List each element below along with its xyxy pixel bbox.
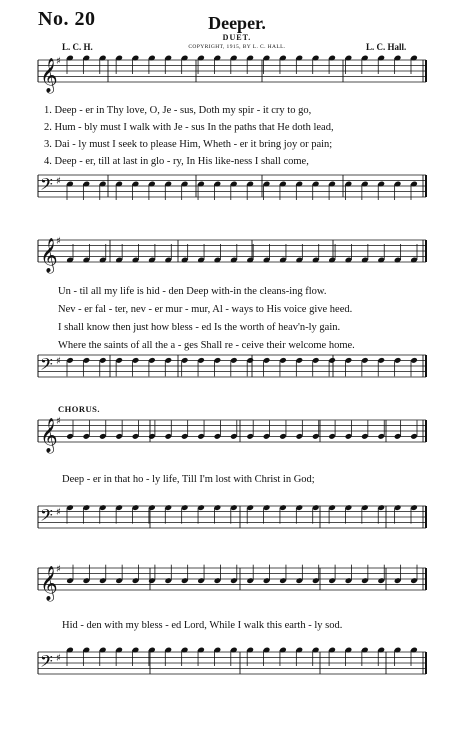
key-signature-sharp: ♯ bbox=[56, 176, 61, 187]
key-signature-sharp: ♯ bbox=[56, 236, 61, 247]
bass-clef: 𝄢 bbox=[40, 354, 53, 378]
hymn-number: No. 20 bbox=[38, 8, 96, 30]
verse-3-line-2: I shall know then just how bless - ed Is the worth of heav'n-ly gain. bbox=[58, 322, 341, 333]
verse-2-line-2: Nev - er fal - ter, nev - er mur - mur, Al - ways to His voice give heed. bbox=[58, 304, 353, 315]
verse-3-line-1: 3. Dai - ly must I seek to please Him, Wheth - er it bring joy or pain; bbox=[44, 139, 333, 150]
bass-clef: 𝄢 bbox=[40, 651, 53, 675]
hymn-title: Deeper. bbox=[208, 13, 266, 33]
treble-clef: 𝄞 bbox=[40, 566, 58, 601]
key-signature-sharp: ♯ bbox=[56, 56, 61, 67]
verse-4-line-2: Where the saints of all the a - ges Shall re - ceive their welcome home. bbox=[58, 340, 355, 351]
key-signature-sharp: ♯ bbox=[56, 653, 61, 664]
bass-clef: 𝄢 bbox=[40, 174, 53, 198]
music-credit: L. C. Hall. bbox=[366, 42, 407, 52]
key-signature-sharp: ♯ bbox=[56, 507, 61, 518]
key-signature-sharp: ♯ bbox=[56, 356, 61, 367]
copyright-notice: COPYRIGHT, 1915, BY L. C. HALL. bbox=[188, 44, 286, 50]
treble-clef: 𝄞 bbox=[40, 238, 58, 273]
verse-1-line-1: 1. Deep - er in Thy love, O, Je - sus, Doth my spir - it cry to go, bbox=[44, 105, 312, 116]
treble-clef: 𝄞 bbox=[40, 58, 58, 93]
bass-clef: 𝄢 bbox=[40, 505, 53, 529]
words-credit: L. C. H. bbox=[62, 42, 93, 52]
hymn-form: DUET. bbox=[222, 33, 252, 42]
chorus-line-2: Hid - den with my bless - ed Lord, While I walk this earth - ly sod. bbox=[62, 620, 343, 631]
treble-clef: 𝄞 bbox=[40, 418, 58, 453]
verse-4-line-1: 4. Deep - er, till at last in glo - ry, In His like-ness I shall come, bbox=[44, 156, 309, 167]
chorus-line-1: Deep - er in that ho - ly life, Till I'm lost with Christ in God; bbox=[62, 474, 315, 485]
verse-1-line-2: Un - til all my life is hid - den Deep with-in the cleans-ing flow. bbox=[58, 286, 327, 297]
verse-2-line-1: 2. Hum - bly must I walk with Je - sus In the paths that He doth lead, bbox=[44, 122, 334, 133]
key-signature-sharp: ♯ bbox=[56, 416, 61, 427]
key-signature-sharp: ♯ bbox=[56, 564, 61, 575]
chorus-label: CHORUS. bbox=[58, 404, 100, 414]
